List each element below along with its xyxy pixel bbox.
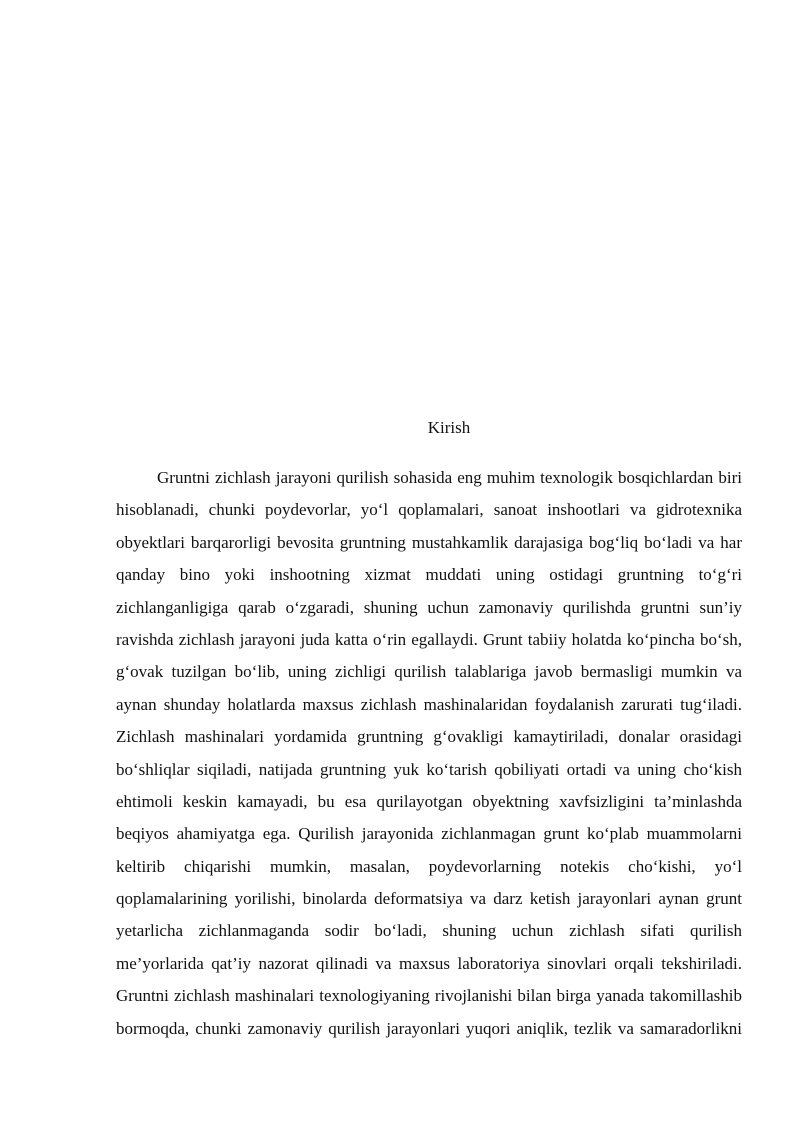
paragraph-line: Zichlash mashinalari yordamida gruntning g‘ovakligi kamaytiriladi, donalar orasidagi — [116, 727, 742, 747]
paragraph-line: hisoblanadi, chunki poydevorlar, yo‘l qoplamalari, sanoat inshootlari va gidrotexnika — [116, 500, 742, 520]
paragraph-line: me’yorlarida qat’iy nazorat qilinadi va maxsus laboratoriya sinovlari orqali tekshiriladi. — [116, 953, 742, 973]
paragraph-line: aynan shunday holatlarda maxsus zichlash mashinalaridan foydalanish zarurati tug‘iladi. — [116, 694, 742, 714]
section-heading: Kirish — [427, 418, 471, 437]
paragraph-line: ehtimoli keskin kamayadi, bu esa qurilayotgan obyektning xavfsizligini ta’minlashda — [116, 791, 742, 811]
paragraph-line: obyektlari barqarorligi bevosita gruntning mustahkamlik darajasiga bog‘liq bo‘ladi va har — [116, 532, 742, 552]
paragraph-line: beqiyos ahamiyatga ega. Qurilish jarayonida zichlanmagan grunt ko‘plab muammolarni — [116, 824, 742, 844]
paragraph-line: qanday bino yoki inshootning xizmat muddati uning ostidagi gruntning to‘g‘ri — [116, 565, 742, 585]
paragraph-line: Gruntni zichlash mashinalari texnologiyaning rivojlanishi bilan birga yanada takomillashib — [116, 986, 742, 1006]
paragraph-line: bormoqda, chunki zamonaviy qurilish jarayonlari yuqori aniqlik, tezlik va samaradorlikni — [116, 1018, 742, 1038]
paragraph-line: ravishda zichlash jarayoni juda katta o‘rin egallaydi. Grunt tabiiy holatda ko‘pincha bo‘sh, — [116, 629, 742, 649]
paragraph-line: zichlanganligiga qarab o‘zgaradi, shuning uchun zamonaviy qurilishda gruntni sun’iy — [116, 597, 742, 617]
body-paragraph — [116, 462, 742, 1045]
paragraph-line: bo‘shliqlar siqiladi, natijada gruntning yuk ko‘tarish qobiliyati ortadi va uning cho‘kish — [116, 759, 742, 779]
paragraph-line: qoplamalarining yorilishi, binolarda deformatsiya va darz ketish jarayonlari aynan grunt — [116, 889, 742, 909]
paragraph-line: keltirib chiqarishi mumkin, masalan, poydevorlarning notekis cho‘kishi, yo‘l — [116, 856, 742, 876]
paragraph-line: Gruntni zichlash jarayoni qurilish sohasida eng muhim texnologik bosqichlardan biri — [157, 468, 742, 487]
paragraph-line: g‘ovak tuzilgan bo‘lib, uning zichligi qurilish talablariga javob bermasligi mumkin va — [116, 662, 742, 682]
paragraph-line: yetarlicha zichlanmaganda sodir bo‘ladi, shuning uchun zichlash sifati qurilish — [116, 921, 742, 941]
